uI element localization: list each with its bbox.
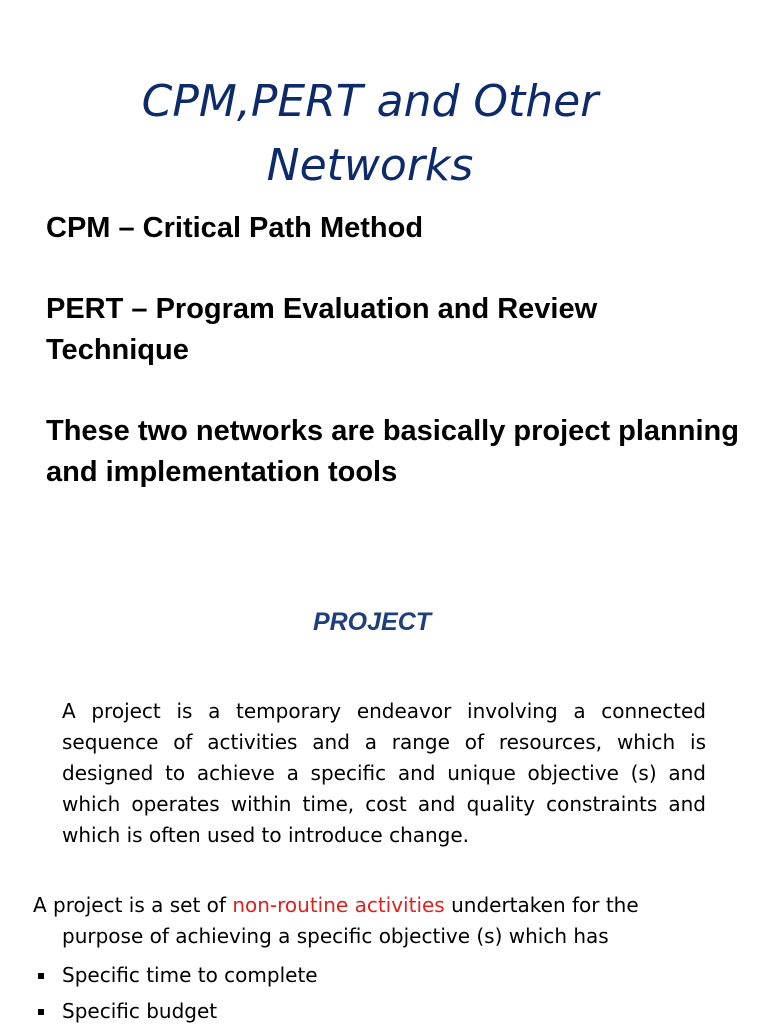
square-bullet-icon xyxy=(38,973,44,979)
definitions-block xyxy=(46,208,746,493)
slide-title xyxy=(80,70,660,198)
project-heading: PROJECT xyxy=(312,608,432,636)
list-item xyxy=(33,957,713,993)
slide-title-line-2: Networks xyxy=(266,140,474,191)
definition-summary: These two networks are basically project planning and implementation tools xyxy=(46,415,739,488)
bullet-text: Specific budget xyxy=(62,999,218,1023)
definition-pert: PERT – Program Evaluation and Review Technique xyxy=(46,293,598,366)
bullet-text: Specific time to complete xyxy=(62,963,318,987)
project-second-paragraph xyxy=(33,890,705,952)
slide-title-line-1: CPM,PERT and Other xyxy=(141,76,599,127)
project-bullet-list xyxy=(33,957,713,1029)
project-second-before: A project is a set of xyxy=(33,893,226,917)
square-bullet-icon xyxy=(38,1009,44,1015)
project-second-line-2: purpose of achieving a specific objective (s) which has xyxy=(62,924,609,948)
project-paragraph: A project is a temporary endeavor involving a connected sequence of activities and a range of resources, which is designed to achieve a specific and unique objective (s) and which operates within time, cost and quality constraints and which is often used to introduce change. xyxy=(62,699,706,847)
project-highlight: non-routine activities xyxy=(232,893,445,917)
project-second-after: undertaken for the xyxy=(451,893,639,917)
definition-cpm: CPM – Critical Path Method xyxy=(46,212,424,244)
